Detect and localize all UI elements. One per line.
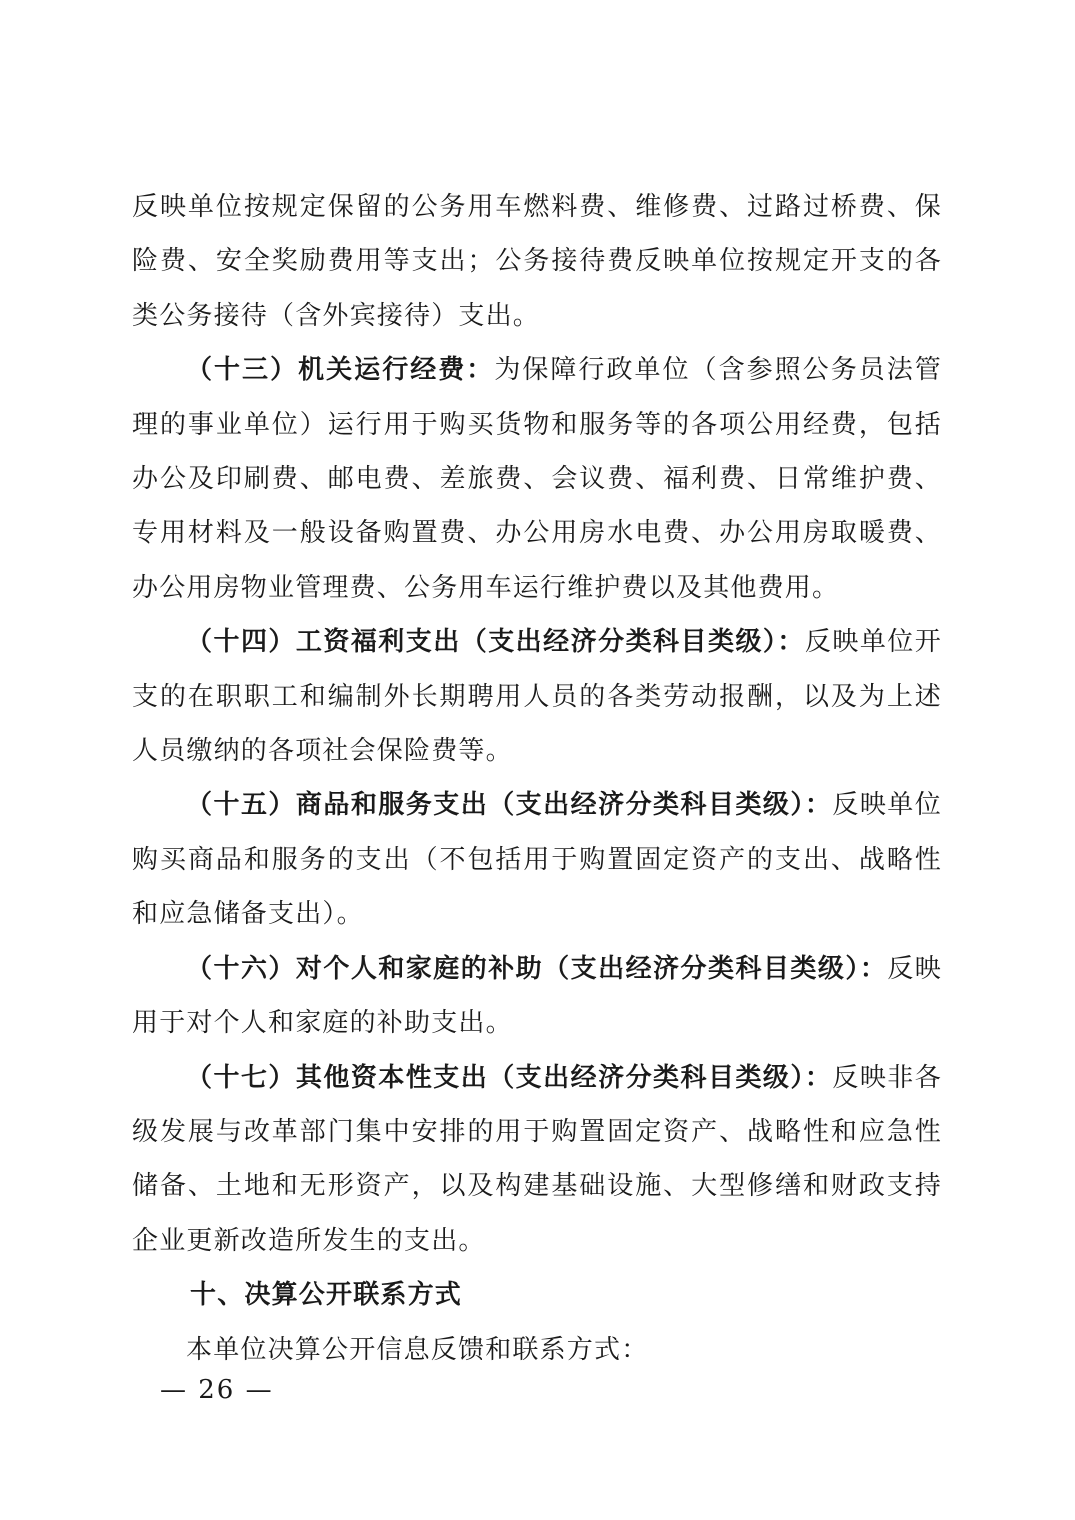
paragraph-item-15 [132, 778, 942, 941]
section-heading: 十、决算公开联系方式 [190, 1280, 463, 1311]
paragraph-item-14 [132, 615, 942, 778]
paragraph-body: 反映单位开支的在职职工和编制外长期聘用人员的各类劳动报酬，以及为上述人员缴纳的各项社会保险费等。 [132, 627, 942, 767]
page-number: — 26 — [160, 1375, 274, 1405]
paragraph-heading: （十四）工资福利支出（支出经济分类科目类级）： [186, 627, 805, 658]
paragraph-item-17 [132, 1051, 942, 1269]
paragraph-body: 反映非各级发展与改革部门集中安排的用于购置固定资产、战略性和应急性储备、土地和无形资产，以及构建基础设施、大型修缮和财政支持企业更新改造所发生的支出。 [132, 1062, 942, 1256]
paragraph-body: 反映单位购买商品和服务的支出（不包括用于购置固定资产的支出、战略性和应急储备支出）。 [132, 790, 942, 930]
paragraph-continuation [132, 180, 942, 343]
paragraph-body: 反映用于对个人和家庭的补助支出。 [132, 953, 943, 1039]
paragraph-heading: （十七）其他资本性支出（支出经济分类科目类级）： [186, 1062, 833, 1093]
section-intro: 本单位决算公开信息反馈和联系方式： [186, 1334, 649, 1365]
paragraph-heading: （十三）机关运行经费： [186, 355, 495, 386]
paragraph-body: 反映单位按规定保留的公务用车燃料费、维修费、过路过桥费、保险费、安全奖励费用等支出；公务接待费反映单位按规定开支的各类公务接待（含外宾接待）支出。 [132, 192, 942, 331]
paragraph-heading: （十五）商品和服务支出（支出经济分类科目类级）： [186, 790, 833, 821]
document-body [132, 180, 942, 1377]
paragraph-item-13 [132, 343, 942, 615]
paragraph-body: 为保障行政单位（含参照公务员法管理的事业单位）运行用于购买货物和服务等的各项公用经费，包括办公及印刷费、邮电费、差旅费、会议费、福利费、日常维护费、专用材料及一般设备购置费、办公用房水电费、办公用房取暖费、办公用房物业管理费、公务用车运行维护费以及其他费用。 [132, 355, 943, 603]
paragraph-item-16 [132, 942, 942, 1051]
paragraph-heading: （十六）对个人和家庭的补助（支出经济分类科目类级）： [186, 953, 888, 984]
